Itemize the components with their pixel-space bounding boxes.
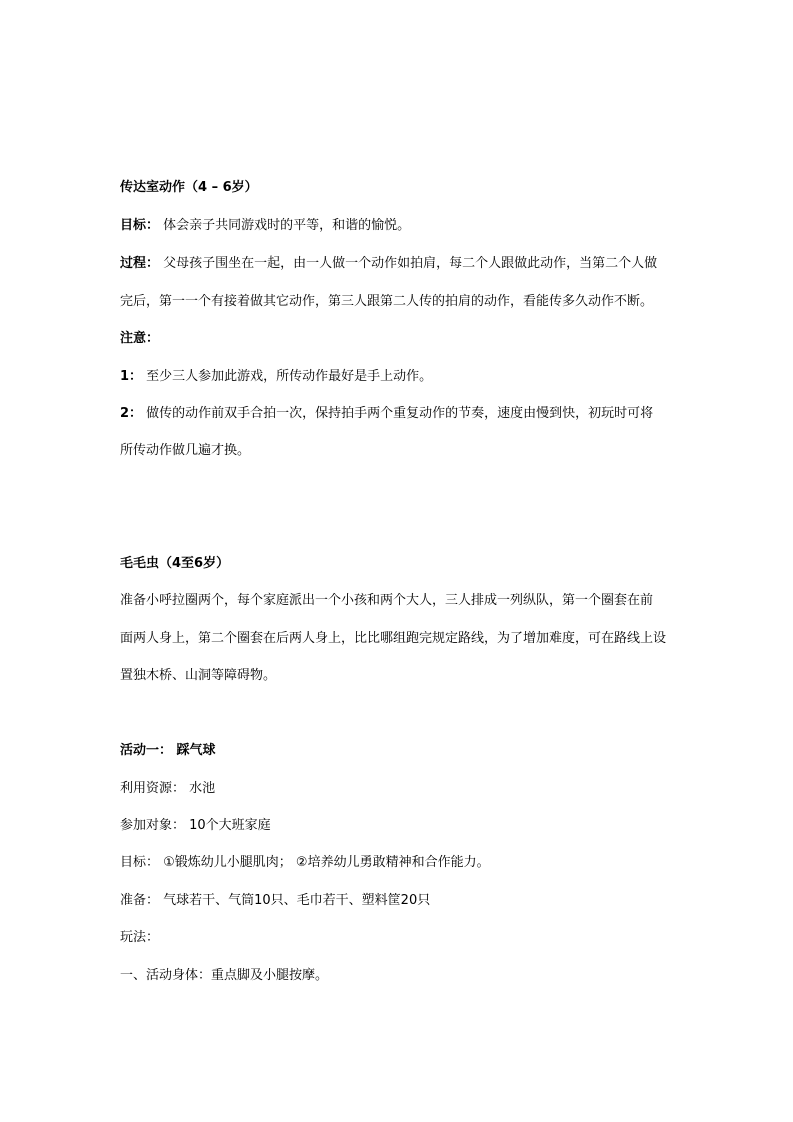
note-1 (120, 369, 432, 385)
note-1-number: 1： (120, 369, 143, 384)
process-paragraph (120, 256, 657, 272)
notes-label: 注意： (120, 331, 160, 346)
section2-line3: 置独木桥、山洞等障碍物。 (120, 668, 277, 683)
process-text-line2: 完后，第一一个有接着做其它动作，第三人跟第二人传的拍肩的动作，看能传多久动作不断。 (120, 294, 654, 309)
section2-line2: 面两人身上，第二个圈套在后两人身上，比比哪组跑完规定路线，为了增加难度，可在路线上设 (120, 631, 667, 646)
note-2-number: 2： (120, 406, 143, 421)
note-2 (120, 406, 653, 422)
note-2-line2: 所传动作做几遍才换。 (120, 443, 251, 458)
note-2-text: 做传的动作前双手合拍一次，保持拍手两个重复动作的节奏，速度由慢到快，初玩时可将 (142, 406, 654, 421)
section3-title: 活动一： 踩气球 (120, 743, 216, 758)
goal-text: 体会亲子共同游戏时的平等，和谐的愉悦。 (159, 218, 411, 233)
step-1: 一、活动身体：重点脚及小腿按摩。 (120, 968, 329, 983)
process-label: 过程： (120, 256, 160, 271)
note-1-text: 至少三人参加此游戏，所传动作最好是手上动作。 (142, 369, 433, 384)
resource-line: 利用资源： 水池 (120, 781, 216, 796)
section1-title: 传达室动作（4 – 6岁） (120, 180, 258, 195)
participants-line: 参加对象： 10个大班家庭 (120, 818, 271, 833)
section3-goal-line: 目标： ①锻炼幼儿小腿肌肉； ②培养幼儿勇敢精神和合作能力。 (120, 855, 490, 870)
method-label: 玩法： (120, 930, 160, 945)
process-text-line1: 父母孩子围坐在一起，由一人做一个动作如拍肩，每二个人跟做此动作，当第二个人做 (159, 256, 658, 271)
section2-line1: 准备小呼拉圈两个，每个家庭派出一个小孩和两个大人，三人排成一列纵队，第一个圈套在前 (120, 593, 654, 608)
section2-title: 毛毛虫（4至6岁） (120, 556, 230, 571)
goal-paragraph (120, 218, 410, 234)
goal-label: 目标： (120, 218, 160, 233)
prep-line: 准备： 气球若干、气筒10只、毛巾若干、塑料筐20只 (120, 893, 431, 908)
